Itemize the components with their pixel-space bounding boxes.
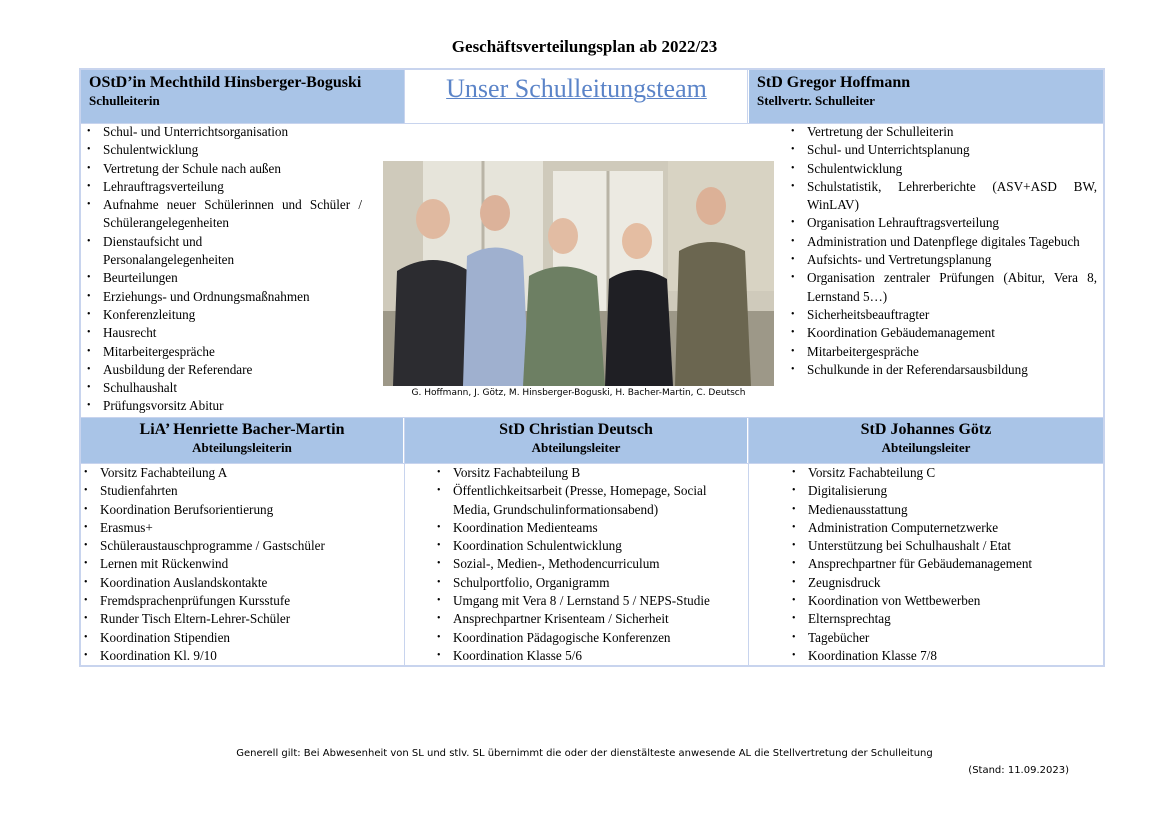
list-item: • Koordination Auslandskontakte — [81, 574, 401, 592]
person-role: Abteilungsleiterin — [192, 440, 292, 455]
list-item: • Koordination Berufsorientierung — [81, 501, 401, 519]
list-item: • Sozial-, Medien-, Methodencurriculum — [434, 555, 744, 573]
list-item: • Prüfungsvorsitz Abitur — [84, 397, 362, 415]
person-name: StD Gregor Hoffmann — [757, 74, 911, 91]
photo-caption: G. Hoffmann, J. Götz, M. Hinsberger-Boguski, H. Bacher-Martin, C. Deutsch — [411, 388, 746, 398]
list-item: • Koordination Stipendien — [81, 629, 401, 647]
list-item: • Mitarbeitergespräche — [84, 343, 362, 361]
person-name: StD Johannes Götz — [860, 421, 992, 438]
list-item: • Schüleraustauschprogramme / Gastschüler — [81, 537, 401, 555]
list-item: • Mitarbeitergespräche — [788, 343, 1097, 361]
list-item: • Vorsitz Fachabteilung C — [789, 464, 1099, 482]
list-item: • Elternsprechtag — [789, 610, 1099, 628]
list-item: • Administration Computernetzwerke — [789, 519, 1099, 537]
person-role: Abteilungsleiter — [531, 440, 621, 455]
list-item: • Sicherheitsbeauftragter — [788, 306, 1097, 324]
list-item: • Zeugnisdruck — [789, 574, 1099, 592]
duties-list-abteilung-c — [789, 464, 1099, 665]
list-item: • Organisation Lehrauftragsverteilung — [788, 214, 1097, 232]
list-item: • Unterstützung bei Schulhaushalt / Etat — [789, 537, 1099, 555]
person-role: Stellvertr. Schulleiter — [757, 93, 875, 108]
list-item: • Runder Tisch Eltern-Lehrer-Schüler — [81, 610, 401, 628]
list-item: • Koordination von Wettbewerben — [789, 592, 1099, 610]
list-item: • Vorsitz Fachabteilung A — [81, 464, 401, 482]
team-photo — [383, 161, 774, 386]
list-item: • Aufsichts- und Vertretungsplanung — [788, 251, 1097, 269]
list-item: • Schulportfolio, Organigramm — [434, 574, 744, 592]
list-item: • Schulentwicklung — [788, 160, 1097, 178]
list-item: • Öffentlichkeitsarbeit (Presse, Homepage, Social Media, Grundschulinformationsabend) — [434, 482, 744, 519]
person-name: OStD’in Mechthild Hinsberger-Boguski — [89, 74, 362, 91]
header-abteilungsleiter-b — [405, 418, 747, 463]
list-item: • Studienfahrten — [81, 482, 401, 500]
list-item: • Hausrecht — [84, 324, 362, 342]
list-item: • Koordination Medienteams — [434, 519, 744, 537]
header-stellvertreter — [749, 70, 1103, 123]
footer-date: (Stand: 11.09.2023) — [968, 765, 1069, 776]
list-item: • Koordination Klasse 7/8 — [789, 647, 1099, 665]
list-item: • Konferenzleitung — [84, 306, 362, 324]
header-schulleiterin — [81, 70, 404, 123]
list-item: • Koordination Klasse 5/6 — [434, 647, 744, 665]
duties-list-abteilung-b — [434, 464, 744, 665]
list-item: • Tagebücher — [789, 629, 1099, 647]
list-item: • Vertretung der Schulleiterin — [788, 123, 1097, 141]
header-abteilungsleiter-c — [749, 418, 1103, 463]
list-item: • Lehrauftragsverteilung — [84, 178, 362, 196]
list-item: • Aufnahme neuer Schülerinnen und Schüler / Schülerangelegenheiten — [84, 196, 362, 233]
footer-note: Generell gilt: Bei Abwesenheit von SL und stlv. SL übernimmt die oder der dienstälteste anwesende AL die Stellvertretung der Schulleitung — [236, 748, 933, 759]
person-role: Schulleiterin — [89, 93, 160, 108]
page-title: Geschäftsverteilungsplan ab 2022/23 — [451, 37, 718, 56]
list-item: • Schul- und Unterrichtsplanung — [788, 141, 1097, 159]
list-item: • Schulentwicklung — [84, 141, 362, 159]
duties-list-schulleiterin — [84, 123, 362, 416]
list-item: • Medienausstattung — [789, 501, 1099, 519]
list-item: • Schul- und Unterrichtsorganisation — [84, 123, 362, 141]
list-item: • Administration und Datenpflege digitales Tagebuch — [788, 233, 1097, 251]
person-name: StD Christian Deutsch — [499, 421, 653, 438]
header-abteilungsleiterin — [81, 418, 403, 463]
duties-list-stellvertreter — [788, 123, 1097, 379]
list-item: • Umgang mit Vera 8 / Lernstand 5 / NEPS-Studie — [434, 592, 744, 610]
list-item: • Fremdsprachenprüfungen Kursstufe — [81, 592, 401, 610]
list-item: • Lernen mit Rückenwind — [81, 555, 401, 573]
person-name: LiA’ Henriette Bacher-Martin — [139, 421, 345, 438]
divider — [747, 70, 748, 123]
list-item: • Ansprechpartner Krisenteam / Sicherheit — [434, 610, 744, 628]
list-item: • Erziehungs- und Ordnungsmaßnahmen — [84, 288, 362, 306]
list-item: • Ansprechpartner für Gebäudemanagement — [789, 555, 1099, 573]
list-item: • Ausbildung der Referendare — [84, 361, 362, 379]
person-role: Abteilungsleiter — [881, 440, 971, 455]
list-item: • Koordination Schulentwicklung — [434, 537, 744, 555]
list-item: • Digitalisierung — [789, 482, 1099, 500]
list-item: • Schulhaushalt — [84, 379, 362, 397]
list-item: • Organisation zentraler Prüfungen (Abitur, Vera 8, Lernstand 5…) — [788, 269, 1097, 306]
team-photo-illustration — [383, 161, 774, 386]
list-item: • Koordination Gebäudemanagement — [788, 324, 1097, 342]
divider — [404, 70, 405, 123]
list-item: • Koordination Pädagogische Konferenzen — [434, 629, 744, 647]
duties-list-abteilung-a — [81, 464, 401, 665]
list-item: • Vertretung der Schule nach außen — [84, 160, 362, 178]
list-item: • Schulstatistik, Lehrerberichte (ASV+ASD BW, WinLAV) — [788, 178, 1097, 215]
list-item: • Koordination Kl. 9/10 — [81, 647, 401, 665]
list-item: • Dienstaufsicht und Personalangelegenheiten — [84, 233, 253, 270]
list-item: • Vorsitz Fachabteilung B — [434, 464, 744, 482]
list-item: • Beurteilungen — [84, 269, 362, 287]
list-item: • Schulkunde in der Referendarsausbildung — [788, 361, 1097, 379]
list-item: • Erasmus+ — [81, 519, 401, 537]
team-title: Unser Schulleitungsteam — [446, 74, 707, 103]
